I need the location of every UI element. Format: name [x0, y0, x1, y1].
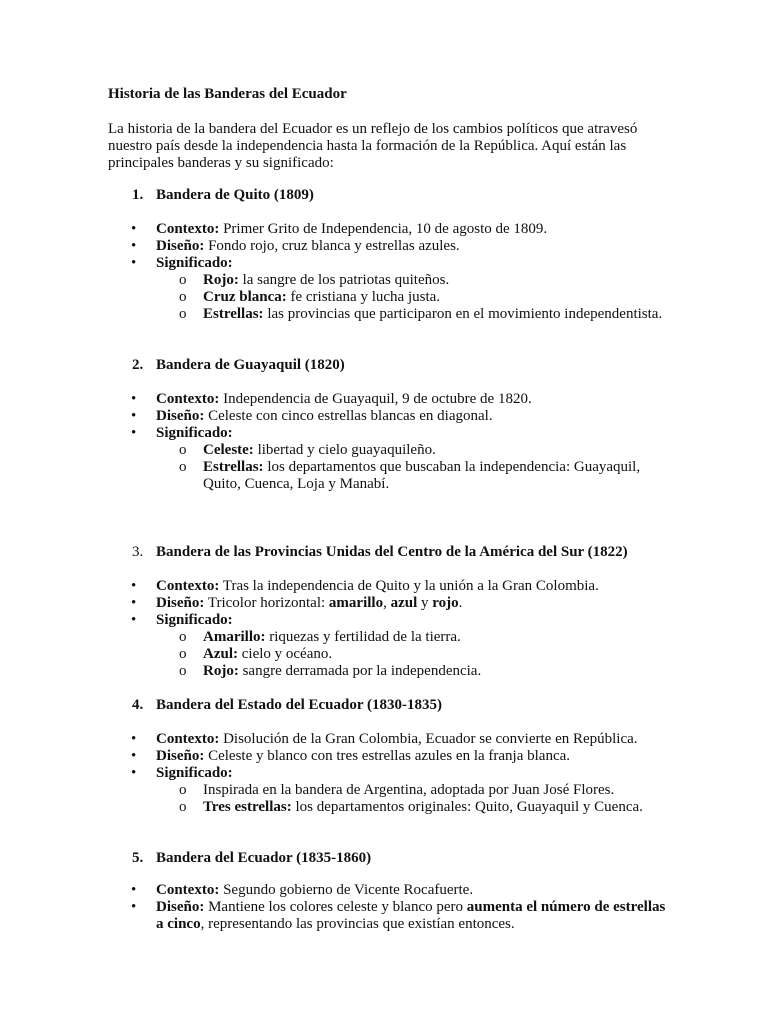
bullet-marker: • — [131, 595, 137, 611]
section-number: 2. — [132, 357, 144, 373]
sub-item: o Estrellas: las provincias que participaron en el movimiento independentista. — [179, 306, 663, 322]
bullet-marker: • — [131, 882, 137, 898]
list-item-contexto: • Contexto: Tras la independencia de Quito y la unión a la Gran Colombia. — [131, 578, 599, 594]
intro-paragraph: La historia de la bandera del Ecuador es un reflejo de los cambios políticos que atravesó nuestro país desde la independencia hasta la formación de la República. Aquí están las principales banderas y su significado: — [108, 121, 638, 171]
sub-item: o Estrellas: los departamentos que buscaban la independencia: Guayaquil, Quito, Cuenca, Loja y Manabí. — [179, 459, 641, 492]
sub-marker: o — [179, 646, 187, 662]
bullet-list — [0, 731, 768, 816]
section-number: 5. — [132, 850, 144, 866]
list-item-significado: • Significado: — [131, 765, 233, 781]
sub-item: o Rojo: la sangre de los patriotas quiteños. — [179, 272, 450, 288]
sub-item: o Azul: cielo y océano. — [179, 646, 333, 662]
section-title: Bandera de Guayaquil (1820) — [156, 357, 345, 373]
bullet-marker: • — [131, 612, 137, 628]
bullet-marker: • — [131, 238, 137, 254]
list-item-diseno: • Diseño: Tricolor horizontal: amarillo, azul y rojo. — [131, 595, 463, 611]
section-number: 1. — [132, 187, 144, 203]
sub-marker: o — [179, 629, 187, 645]
section-number: 4. — [132, 697, 144, 713]
section-number: 3. — [132, 544, 144, 560]
list-item-diseno: • Diseño: Fondo rojo, cruz blanca y estrellas azules. — [131, 238, 460, 254]
bullet-marker: • — [131, 408, 137, 424]
list-item-diseno: • Diseño: Celeste y blanco con tres estrellas azules en la franja blanca. — [131, 748, 571, 764]
sub-marker: o — [179, 663, 187, 679]
bullet-marker: • — [131, 255, 137, 271]
section-heading — [132, 850, 371, 867]
bullet-marker: • — [131, 391, 137, 407]
section-title: Bandera de Quito (1809) — [156, 187, 314, 203]
list-item-significado: • Significado: — [131, 612, 233, 628]
bullet-marker: • — [131, 765, 137, 781]
bullet-list — [0, 882, 768, 933]
sub-item: o Celeste: libertad y cielo guayaquileño. — [179, 442, 436, 458]
bullet-marker: • — [131, 221, 137, 237]
section-heading — [132, 357, 345, 374]
document-title: Historia de las Banderas del Ecuador — [108, 86, 347, 102]
sub-marker: o — [179, 799, 187, 815]
list-item-contexto: • Contexto: Primer Grito de Independencia, 10 de agosto de 1809. — [131, 221, 548, 237]
sub-marker: o — [179, 289, 187, 305]
section-title: Bandera del Estado del Ecuador (1830-1835) — [156, 697, 442, 713]
section-heading — [132, 697, 442, 714]
list-item-significado: • Significado: — [131, 255, 233, 271]
list-item-contexto: • Contexto: Disolución de la Gran Colombia, Ecuador se convierte en República. — [131, 731, 638, 747]
sub-marker: o — [179, 459, 187, 475]
sub-marker: o — [179, 782, 187, 798]
section-heading — [132, 187, 314, 204]
bullet-list — [0, 391, 768, 493]
section-heading — [132, 544, 628, 561]
bullet-list — [0, 578, 768, 680]
sub-marker: o — [179, 272, 187, 288]
sub-item: o Cruz blanca: fe cristiana y lucha justa. — [179, 289, 441, 305]
list-item-contexto: • Contexto: Segundo gobierno de Vicente Rocafuerte. — [131, 882, 474, 898]
section-title: Bandera de las Provincias Unidas del Centro de la América del Sur (1822) — [156, 544, 628, 560]
list-item-diseno: • Diseño: Celeste con cinco estrellas blancas en diagonal. — [131, 408, 493, 424]
bullet-marker: • — [131, 899, 137, 915]
sub-item: o Tres estrellas: los departamentos originales: Quito, Guayaquil y Cuenca. — [179, 799, 643, 815]
bullet-marker: • — [131, 578, 137, 594]
sub-item: o Rojo: sangre derramada por la independencia. — [179, 663, 482, 679]
bullet-marker: • — [131, 731, 137, 747]
list-item-significado: • Significado: — [131, 425, 233, 441]
list-item-diseno: • Diseño: Mantiene los colores celeste y blanco pero aumenta el número de estrellas a cinco, representando las provincias que existían entonces. — [131, 899, 666, 932]
sub-item: o Amarillo: riquezas y fertilidad de la tierra. — [179, 629, 461, 645]
list-item-contexto: • Contexto: Independencia de Guayaquil, 9 de octubre de 1820. — [131, 391, 532, 407]
sub-marker: o — [179, 442, 187, 458]
section-title: Bandera del Ecuador (1835-1860) — [156, 850, 372, 866]
bullet-marker: • — [131, 748, 137, 764]
sub-item: o Inspirada en la bandera de Argentina, adoptada por Juan José Flores. — [179, 782, 615, 798]
bullet-list — [0, 221, 768, 323]
bullet-marker: • — [131, 425, 137, 441]
sub-marker: o — [179, 306, 187, 322]
